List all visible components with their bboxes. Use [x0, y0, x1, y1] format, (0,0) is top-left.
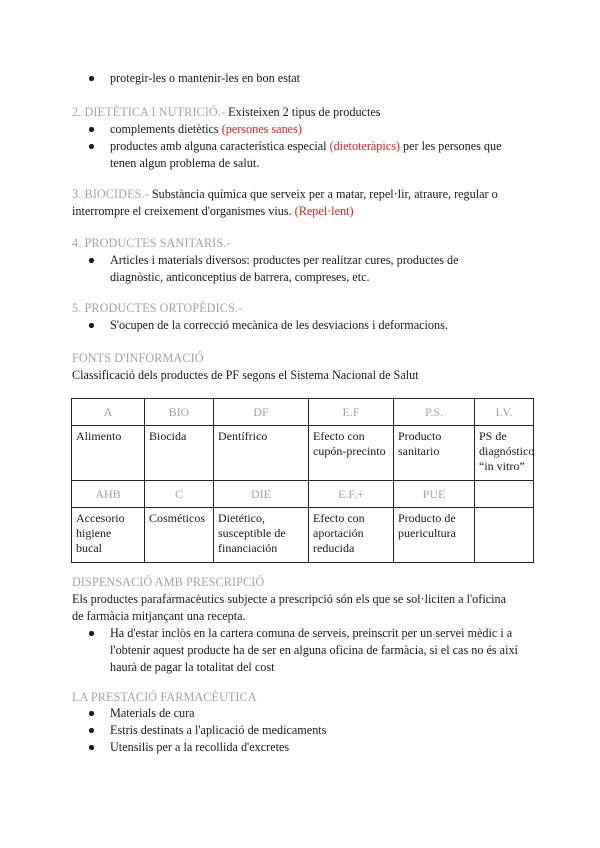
dispensacio-text: Els productes parafarmacèutics subjecte a prescripció són els que se sol·liciten a l'oficina de farmàcia mitjançant una recepta. — [72, 592, 507, 623]
bullet-icon — [89, 127, 94, 132]
table-cell — [475, 508, 534, 563]
table-row — [72, 399, 534, 426]
list-item: productes amb alguna característica especial (dietoteràpics) per les persones que tenen algun problema de salut. — [72, 138, 505, 172]
section-heading: 3. BIOCIDES.- — [72, 187, 149, 201]
table-cell: Alimento — [72, 426, 145, 481]
section-text: Existeixen 2 tipus de productes — [225, 105, 381, 119]
section-heading: 2. DIETÈTICA I NUTRICIÓ.- — [72, 105, 226, 119]
section-heading: 5. PRODUCTES ORTOPÈDICS.- — [72, 301, 243, 315]
table-cell — [475, 481, 534, 508]
section-dietetica — [72, 104, 542, 121]
fonts-text: Classificació dels productes de PF segons el Sistema Nacional de Salut — [72, 368, 419, 382]
bullet-icon — [89, 76, 94, 81]
table-cell: DF — [214, 399, 309, 426]
bullet-icon — [89, 745, 94, 750]
bullet-icon — [89, 711, 94, 716]
table-cell: I.V. — [475, 399, 534, 426]
table-cell: E.F.+ — [309, 481, 394, 508]
table-row — [72, 481, 534, 508]
top-bullet-list — [72, 70, 542, 87]
table-cell: Producto de puericultura — [394, 508, 475, 563]
table-cell: Producto sanitario — [394, 426, 475, 481]
section-heading: LA PRESTACIÓ FARMACÈUTICA — [72, 690, 257, 704]
section-heading: DISPENSACIÓ AMB PRESCRIPCIÓ — [72, 575, 265, 589]
table-cell: PS de diagnóstico “in vitro” — [475, 426, 534, 481]
table-cell: Efecto con cupón-precinto — [309, 426, 394, 481]
table-cell: C — [145, 481, 214, 508]
table-cell: A — [72, 399, 145, 426]
table-cell: AHB — [72, 481, 145, 508]
table-cell: Efecto con aportación reducida — [309, 508, 394, 563]
dispensacio-list — [72, 625, 534, 676]
table-cell: P.S. — [394, 399, 475, 426]
table-row — [72, 426, 534, 481]
list-item: Utensilis per a la recollida d'excretes — [72, 739, 542, 756]
bullet-icon — [89, 728, 94, 733]
section-text: Substància química que serveix per a matar, repel·lir, atraure, regular o interrompre el creixement d'organismes vius. — [72, 187, 498, 218]
table-cell: Dentífrico — [214, 426, 309, 481]
list-item: Ha d'estar inclòs en la cartera comuna de serveis, preinscrit per un servei mèdic i a l'obtenir aquest producte ha de ser en alguna oficina de farmàcia, si el cas no és així haurà de pagar la totalitat del cost — [72, 625, 534, 676]
section-heading: FONTS D'INFORMACIÓ — [72, 351, 204, 365]
ortopedics-list — [72, 317, 542, 334]
bullet-icon — [89, 323, 94, 328]
list-item: protegir-les o mantenir-les en bon estat — [72, 70, 542, 87]
prestacio-list — [72, 705, 542, 756]
table-cell: Cosméticos — [145, 508, 214, 563]
list-item: Materials de cura — [72, 705, 542, 722]
list-item: Articles i materials diversos: productes per realitzar cures, productes de diagnòstic, anticonceptius de barrera, compreses, etc. — [72, 252, 512, 286]
list-item: Estris destinats a l'aplicació de medicaments — [72, 722, 542, 739]
dietetica-list — [72, 121, 542, 172]
table-cell: DIE — [214, 481, 309, 508]
table-cell: PUE — [394, 481, 475, 508]
table-cell: Biocida — [145, 426, 214, 481]
table-cell: Dietético, susceptible de financiación — [214, 508, 309, 563]
sanitaris-list — [72, 252, 512, 286]
bullet-icon — [89, 144, 94, 149]
table-cell: Accesorio higiene bucal — [72, 508, 145, 563]
section-heading: 4. PRODUCTES SANITARIS.- — [72, 236, 231, 250]
table-cell: BIO — [145, 399, 214, 426]
list-item: S'ocupen de la correcció mecànica de les desviacions i deformacions. — [72, 317, 542, 334]
table-cell: E.F — [309, 399, 394, 426]
pf-classification-table — [71, 398, 534, 563]
list-item: complements dietètics (persones sanes) — [72, 121, 542, 138]
section-biocides: 3. BIOCIDES.- Substància química que serveix per a matar, repel·lir, atraure, regular o interrompre el creixement d'organismes vius. (Repel·lent) — [72, 187, 498, 218]
table-row — [72, 508, 534, 563]
bullet-icon — [89, 258, 94, 263]
bullet-icon — [89, 631, 94, 636]
